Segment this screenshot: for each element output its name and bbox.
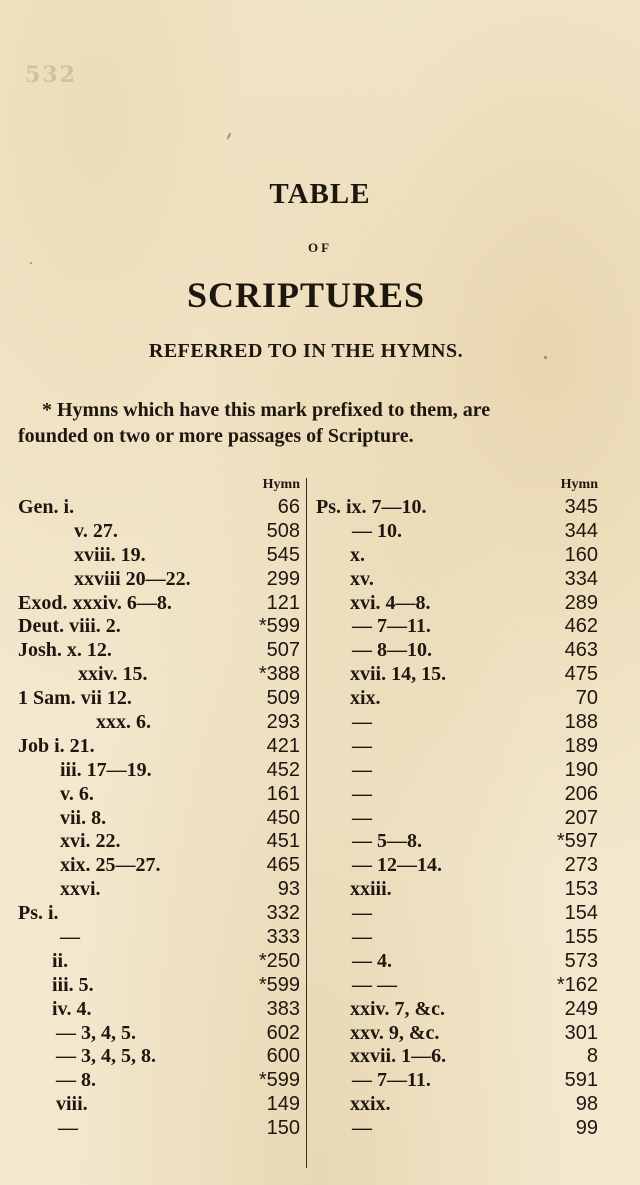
index-entry: [316, 663, 598, 687]
hymn-number: 545: [266, 543, 300, 566]
scripture-reference: ii.: [52, 949, 69, 972]
hymn-number: 155: [564, 926, 598, 949]
index-entry: [18, 687, 300, 711]
hymn-number: 465: [266, 854, 300, 877]
title-of: OF: [307, 240, 333, 255]
scripture-reference: xxvii. 1—6.: [350, 1045, 447, 1068]
scripture-reference: v. 27.: [74, 519, 118, 542]
index-entry: [18, 759, 300, 783]
title-table: TABLE: [269, 178, 371, 210]
hymn-number: *162: [556, 973, 598, 996]
index-entry: [18, 735, 300, 759]
ink-speck: [226, 132, 231, 140]
hymn-number: *599: [258, 1069, 300, 1092]
right-index-rows: [316, 496, 598, 1141]
index-entry: [316, 687, 598, 711]
hymn-number: 249: [564, 997, 598, 1020]
hymn-number: 462: [564, 615, 598, 638]
index-entry: [18, 830, 300, 854]
left-column-heading: Hymn: [262, 477, 300, 492]
index-entry: [316, 711, 598, 735]
scripture-reference: —: [352, 902, 372, 925]
hymn-number: 450: [266, 806, 300, 829]
scripture-reference: — 3, 4, 5.: [56, 1021, 136, 1044]
scripture-reference: xxix.: [350, 1093, 391, 1116]
index-entry: [316, 1093, 598, 1117]
index-entry: [316, 592, 598, 616]
hymn-number: 149: [266, 1093, 300, 1116]
scripture-reference: Josh. x. 12.: [18, 639, 112, 662]
scripture-reference: xxvi.: [60, 878, 101, 901]
index-entry: [316, 926, 598, 950]
scripture-reference: Job i. 21.: [18, 734, 95, 757]
index-entry: [316, 568, 598, 592]
scripture-reference: Deut. viii. 2.: [18, 615, 121, 638]
scripture-reference: 1 Sam. vii 12.: [18, 687, 132, 710]
index-entry: [18, 807, 300, 831]
hymn-number: 344: [564, 519, 598, 542]
hymn-number: 451: [266, 830, 300, 853]
note-line-1: * Hymns which have this mark prefixed to them, are: [42, 399, 491, 421]
scripture-reference: Ps. i.: [18, 902, 59, 925]
index-entry: [18, 663, 300, 687]
hymn-number: 345: [564, 496, 598, 518]
index-entry: [18, 568, 300, 592]
index-entry: [316, 615, 598, 639]
scripture-reference: vii. 8.: [60, 806, 107, 829]
index-entry: [316, 1117, 598, 1141]
index-entry: [316, 1069, 598, 1093]
hymn-number: 509: [266, 687, 300, 710]
footnote-explanation: [18, 397, 618, 449]
hymn-number: 383: [266, 997, 300, 1020]
ink-speck: [30, 262, 32, 264]
index-entry: [316, 496, 598, 520]
scripture-reference: —: [352, 782, 372, 805]
left-index-column: [18, 474, 300, 1141]
scripture-reference: Exod. xxxiv. 6—8.: [18, 591, 172, 614]
note-line-2: founded on two or more passages of Scripture.: [18, 425, 414, 447]
index-entry: [18, 639, 300, 663]
index-entry: [18, 878, 300, 902]
scripture-reference: — 8.: [56, 1069, 96, 1092]
hymn-number: *388: [258, 663, 300, 686]
index-entry: [18, 926, 300, 950]
hymn-number: 99: [575, 1117, 598, 1140]
hymn-number: *597: [556, 830, 598, 853]
hymn-number: 98: [575, 1093, 598, 1116]
index-entry: [18, 520, 300, 544]
index-entry: [18, 1045, 300, 1069]
index-entry: [316, 1045, 598, 1069]
scripture-reference: — 7—11.: [352, 615, 431, 638]
index-entry: [18, 496, 300, 520]
index-entry: [18, 854, 300, 878]
scripture-reference: xv.: [350, 567, 374, 590]
scripture-reference: xvii. 14, 15.: [350, 663, 447, 686]
index-entry: [316, 830, 598, 854]
hymn-number: 93: [277, 878, 300, 901]
index-entry: [18, 950, 300, 974]
scripture-reference: Ps. ix. 7—10.: [316, 496, 427, 518]
hymn-number: 188: [564, 711, 598, 734]
index-entry: [18, 1093, 300, 1117]
hymn-number: 121: [266, 591, 300, 614]
hymn-number: 289: [564, 591, 598, 614]
hymn-number: 602: [266, 1021, 300, 1044]
index-entry: [18, 783, 300, 807]
scripture-reference: —: [352, 1117, 372, 1140]
hymn-number: 301: [564, 1021, 598, 1044]
hymn-number: *250: [258, 949, 300, 972]
hymn-number: *599: [258, 615, 300, 638]
hymn-number: 207: [564, 806, 598, 829]
index-entry: [18, 711, 300, 735]
scripture-reference: —: [58, 1117, 78, 1140]
hymn-number: 189: [564, 734, 598, 757]
scripture-reference: v. 6.: [60, 782, 94, 805]
index-entry: [18, 998, 300, 1022]
scripture-reference: —: [352, 711, 372, 734]
scripture-reference: —: [352, 806, 372, 829]
scripture-reference: xxiv. 7, &c.: [350, 997, 445, 1020]
hymn-number: 66: [277, 496, 300, 518]
scripture-reference: iii. 5.: [52, 973, 94, 996]
index-entry: [18, 902, 300, 926]
hymn-number: 463: [564, 639, 598, 662]
left-index-rows: [18, 496, 300, 1141]
index-entry: [18, 1022, 300, 1046]
hymn-number: 160: [564, 543, 598, 566]
running-head: 532: [25, 62, 77, 88]
right-column-heading: Hymn: [560, 477, 598, 492]
scripture-reference: viii.: [56, 1093, 88, 1116]
hymn-number: *599: [258, 973, 300, 996]
scripture-reference: — 10.: [352, 519, 402, 542]
index-entry: [316, 878, 598, 902]
hymn-number: 70: [575, 687, 598, 710]
hymn-number: 161: [266, 782, 300, 805]
index-entry: [316, 735, 598, 759]
index-entry: [316, 520, 598, 544]
column-divider: [306, 478, 307, 1168]
hymn-number: 421: [266, 734, 300, 757]
scripture-reference: xviii. 19.: [74, 543, 146, 566]
scripture-reference: — 3, 4, 5, 8.: [56, 1045, 156, 1068]
scripture-reference: —: [60, 926, 80, 949]
scripture-reference: — 12—14.: [352, 854, 442, 877]
hymn-number: 154: [564, 902, 598, 925]
scripture-reference: xvi. 22.: [60, 830, 121, 853]
ink-speck: [544, 356, 547, 359]
scripture-reference: xvi. 4—8.: [350, 591, 431, 614]
hymn-number: 293: [266, 711, 300, 734]
hymn-number: 591: [564, 1069, 598, 1092]
hymn-number: 206: [564, 782, 598, 805]
scripture-reference: x.: [350, 543, 365, 566]
hymn-number: 190: [564, 758, 598, 781]
index-entry: [316, 854, 598, 878]
index-entry: [316, 639, 598, 663]
index-entry: [316, 1022, 598, 1046]
hymn-number: 273: [564, 854, 598, 877]
scripture-reference: iv. 4.: [52, 997, 92, 1020]
index-entry: [316, 783, 598, 807]
hymn-number: 8: [586, 1045, 598, 1068]
title-scriptures: SCRIPTURES: [186, 275, 426, 315]
scripture-reference: xxviii 20—22.: [74, 567, 191, 590]
index-entry: [316, 998, 598, 1022]
index-entry: [316, 544, 598, 568]
scripture-reference: — 8—10.: [352, 639, 432, 662]
scripture-reference: Gen. i.: [18, 496, 75, 518]
scripture-reference: —: [352, 758, 372, 781]
hymn-number: 508: [266, 519, 300, 542]
index-entry: [18, 974, 300, 998]
scripture-reference: —: [352, 734, 372, 757]
hymn-number: 452: [266, 758, 300, 781]
index-entry: [316, 902, 598, 926]
right-index-column: [316, 474, 598, 1141]
index-entry: [316, 807, 598, 831]
hymn-number: 332: [266, 902, 300, 925]
hymn-number: 299: [266, 567, 300, 590]
hymn-number: 573: [564, 949, 598, 972]
scripture-reference: xxiv. 15.: [78, 663, 148, 686]
index-entry: [18, 615, 300, 639]
scripture-reference: xxiii.: [350, 878, 392, 901]
index-entry: [316, 950, 598, 974]
hymn-number: 150: [266, 1117, 300, 1140]
hymn-number: 475: [564, 663, 598, 686]
hymn-number: 153: [564, 878, 598, 901]
hymn-number: 334: [564, 567, 598, 590]
scripture-reference: — 5—8.: [352, 830, 422, 853]
hymn-number: 333: [266, 926, 300, 949]
index-entry: [316, 974, 598, 998]
hymn-number: 507: [266, 639, 300, 662]
title-subtitle: REFERRED TO IN THE HYMNS.: [148, 340, 464, 362]
scripture-reference: —: [352, 926, 372, 949]
scripture-reference: iii. 17—19.: [60, 758, 152, 781]
scripture-reference: xxx. 6.: [96, 711, 151, 734]
index-entry: [316, 759, 598, 783]
hymn-number: 600: [266, 1045, 300, 1068]
scripture-reference: xix.: [350, 687, 381, 710]
scripture-reference: — —: [352, 973, 397, 996]
index-entry: [18, 544, 300, 568]
index-entry: [18, 1069, 300, 1093]
scripture-reference: — 4.: [352, 949, 392, 972]
index-entry: [18, 592, 300, 616]
scripture-reference: — 7—11.: [352, 1069, 431, 1092]
index-entry: [18, 1117, 300, 1141]
scripture-reference: xix. 25—27.: [60, 854, 161, 877]
scripture-reference: xxv. 9, &c.: [350, 1021, 440, 1044]
